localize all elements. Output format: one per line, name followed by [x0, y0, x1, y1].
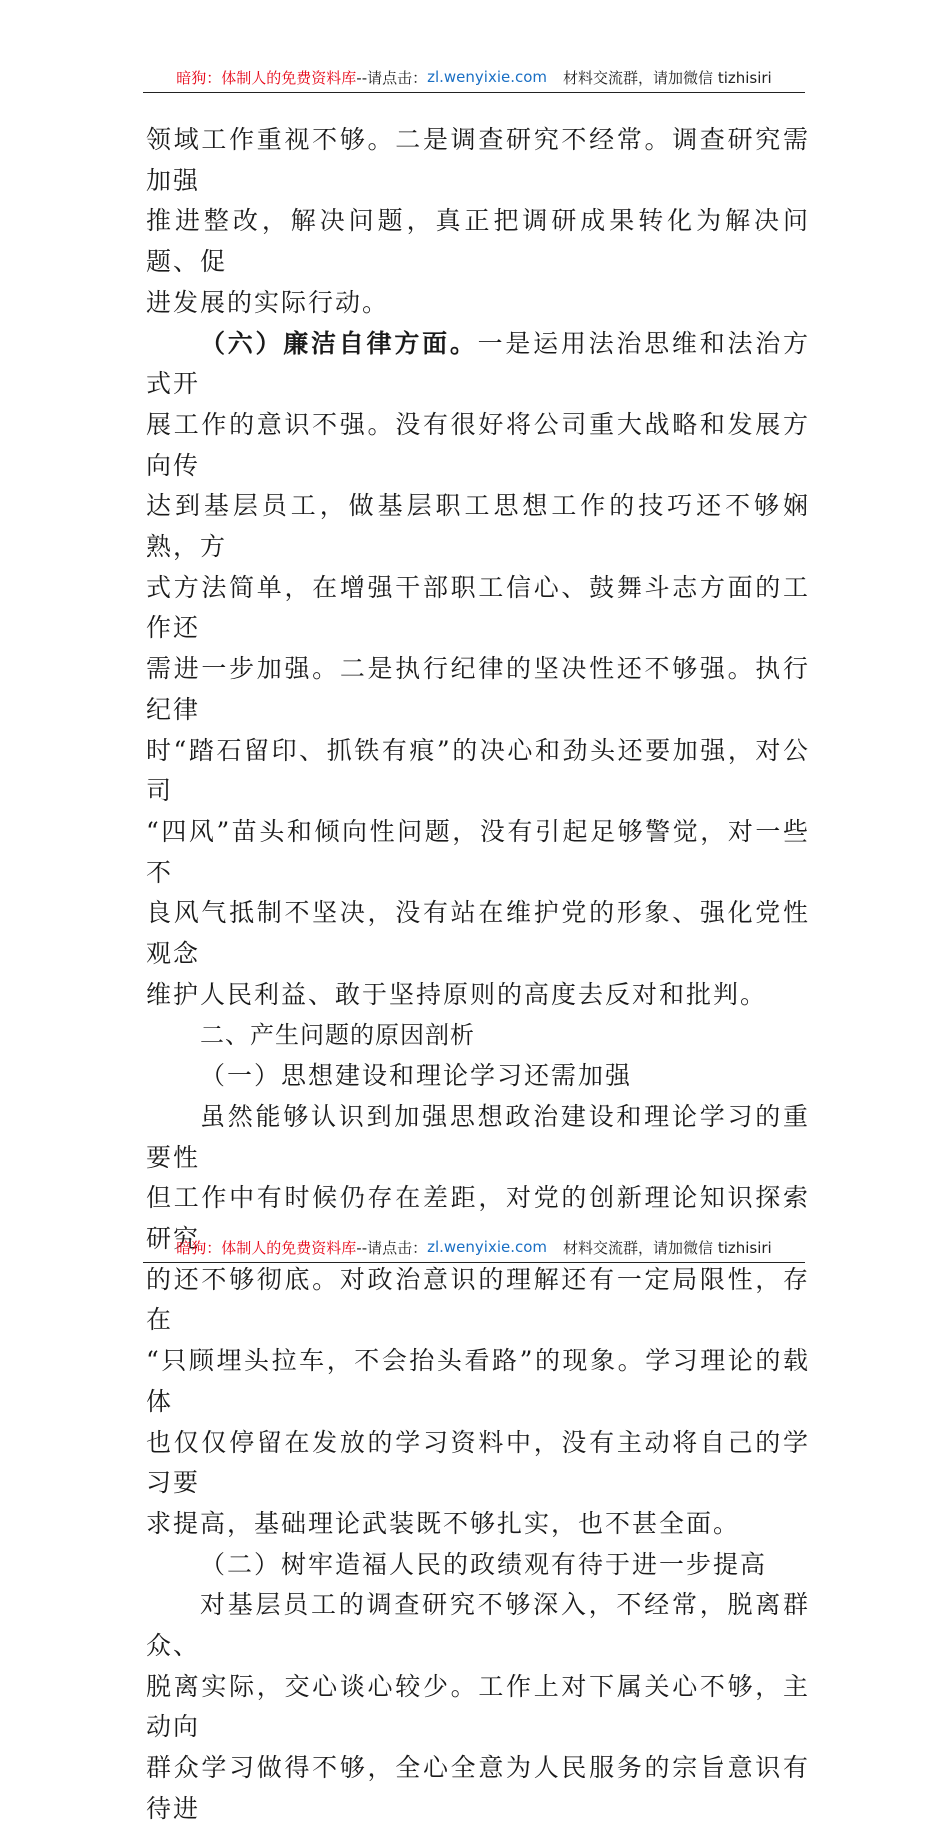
paragraph-theory: 虽然能够认识到加强思想政治建设和理论学习的重要性 但工作中有时候仍存在差距，对党的创新理论知识探索研究 的还不够彻底。对政治意识的理解还有一定局限性，存在 “只顾埋头拉车，不会抬头看路”的现象。学习理论的载体 也仅仅停留在发放的学习资料中，没有主动将自己的学习要 求提高，基础理论武装既不够扎实，也不甚全面。	[146, 1101, 810, 1538]
header-banner	[143, 62, 805, 93]
banner-url-link[interactable]: zl.wenyixie.com	[427, 68, 548, 86]
banner-url-link[interactable]: zl.wenyixie.com	[427, 1238, 548, 1256]
subsection-heading-1: （一）思想建设和理论学习还需加强	[200, 1061, 633, 1091]
banner-wechat: 材料交流群，请加微信 tizhisiri	[563, 1238, 772, 1257]
subsection-heading-2: （二）树牢造福人民的政绩观有待于进一步提高	[200, 1549, 768, 1579]
document-body	[146, 120, 810, 1830]
banner-brand: 暗狗：体制人的免费资料库	[176, 1238, 357, 1257]
banner-prompt: --请点击：	[356, 68, 428, 87]
banner-brand: 暗狗：体制人的免费资料库	[176, 68, 357, 87]
paragraph-lead: （六）廉洁自律方面。	[200, 328, 478, 358]
banner-wechat: 材料交流群，请加微信 tizhisiri	[563, 68, 772, 87]
section-heading: 二、产生问题的原因剖析	[200, 1021, 475, 1050]
paragraph-research: 对基层员工的调查研究不够深入，不经常，脱离群众、 脱离实际，交心谈心较少。工作上对下属关心不够，主动向 群众学习做得不够，全心全意为人民服务的宗旨意识有待进	[146, 1590, 810, 1823]
banner-prompt: --请点击：	[356, 1238, 428, 1257]
footer-banner	[143, 1232, 805, 1263]
paragraph-continuation: 领域工作重视不够。二是调查研究不经常。调查研究需加强 推进整改，解决问题，真正把调研成果转化为解决问题、促 进发展的实际行动。	[146, 125, 810, 317]
paragraph-integrity: （六）廉洁自律方面。一是运用法治思维和法治方式开 展工作的意识不强。没有很好将公司重大战略和发展方向传 达到基层员工，做基层职工思想工作的技巧还不够娴熟，方 式方法简单，在增强干部职工信心、鼓舞斗志方面的工作还 需进一步加强。二是执行纪律的坚决性还不够强。执行纪律 时“踏石留印、抓铁有痕”的决心和劲头还要加强，对公司 “四风”苗头和倾向性问题，没有引起足够警觉，对一些不 良风气抵制不坚决，没有站在维护党的形象、强化党性观念 维护人民利益、敢于坚持原则的高度去反对和批判。	[146, 328, 810, 1009]
